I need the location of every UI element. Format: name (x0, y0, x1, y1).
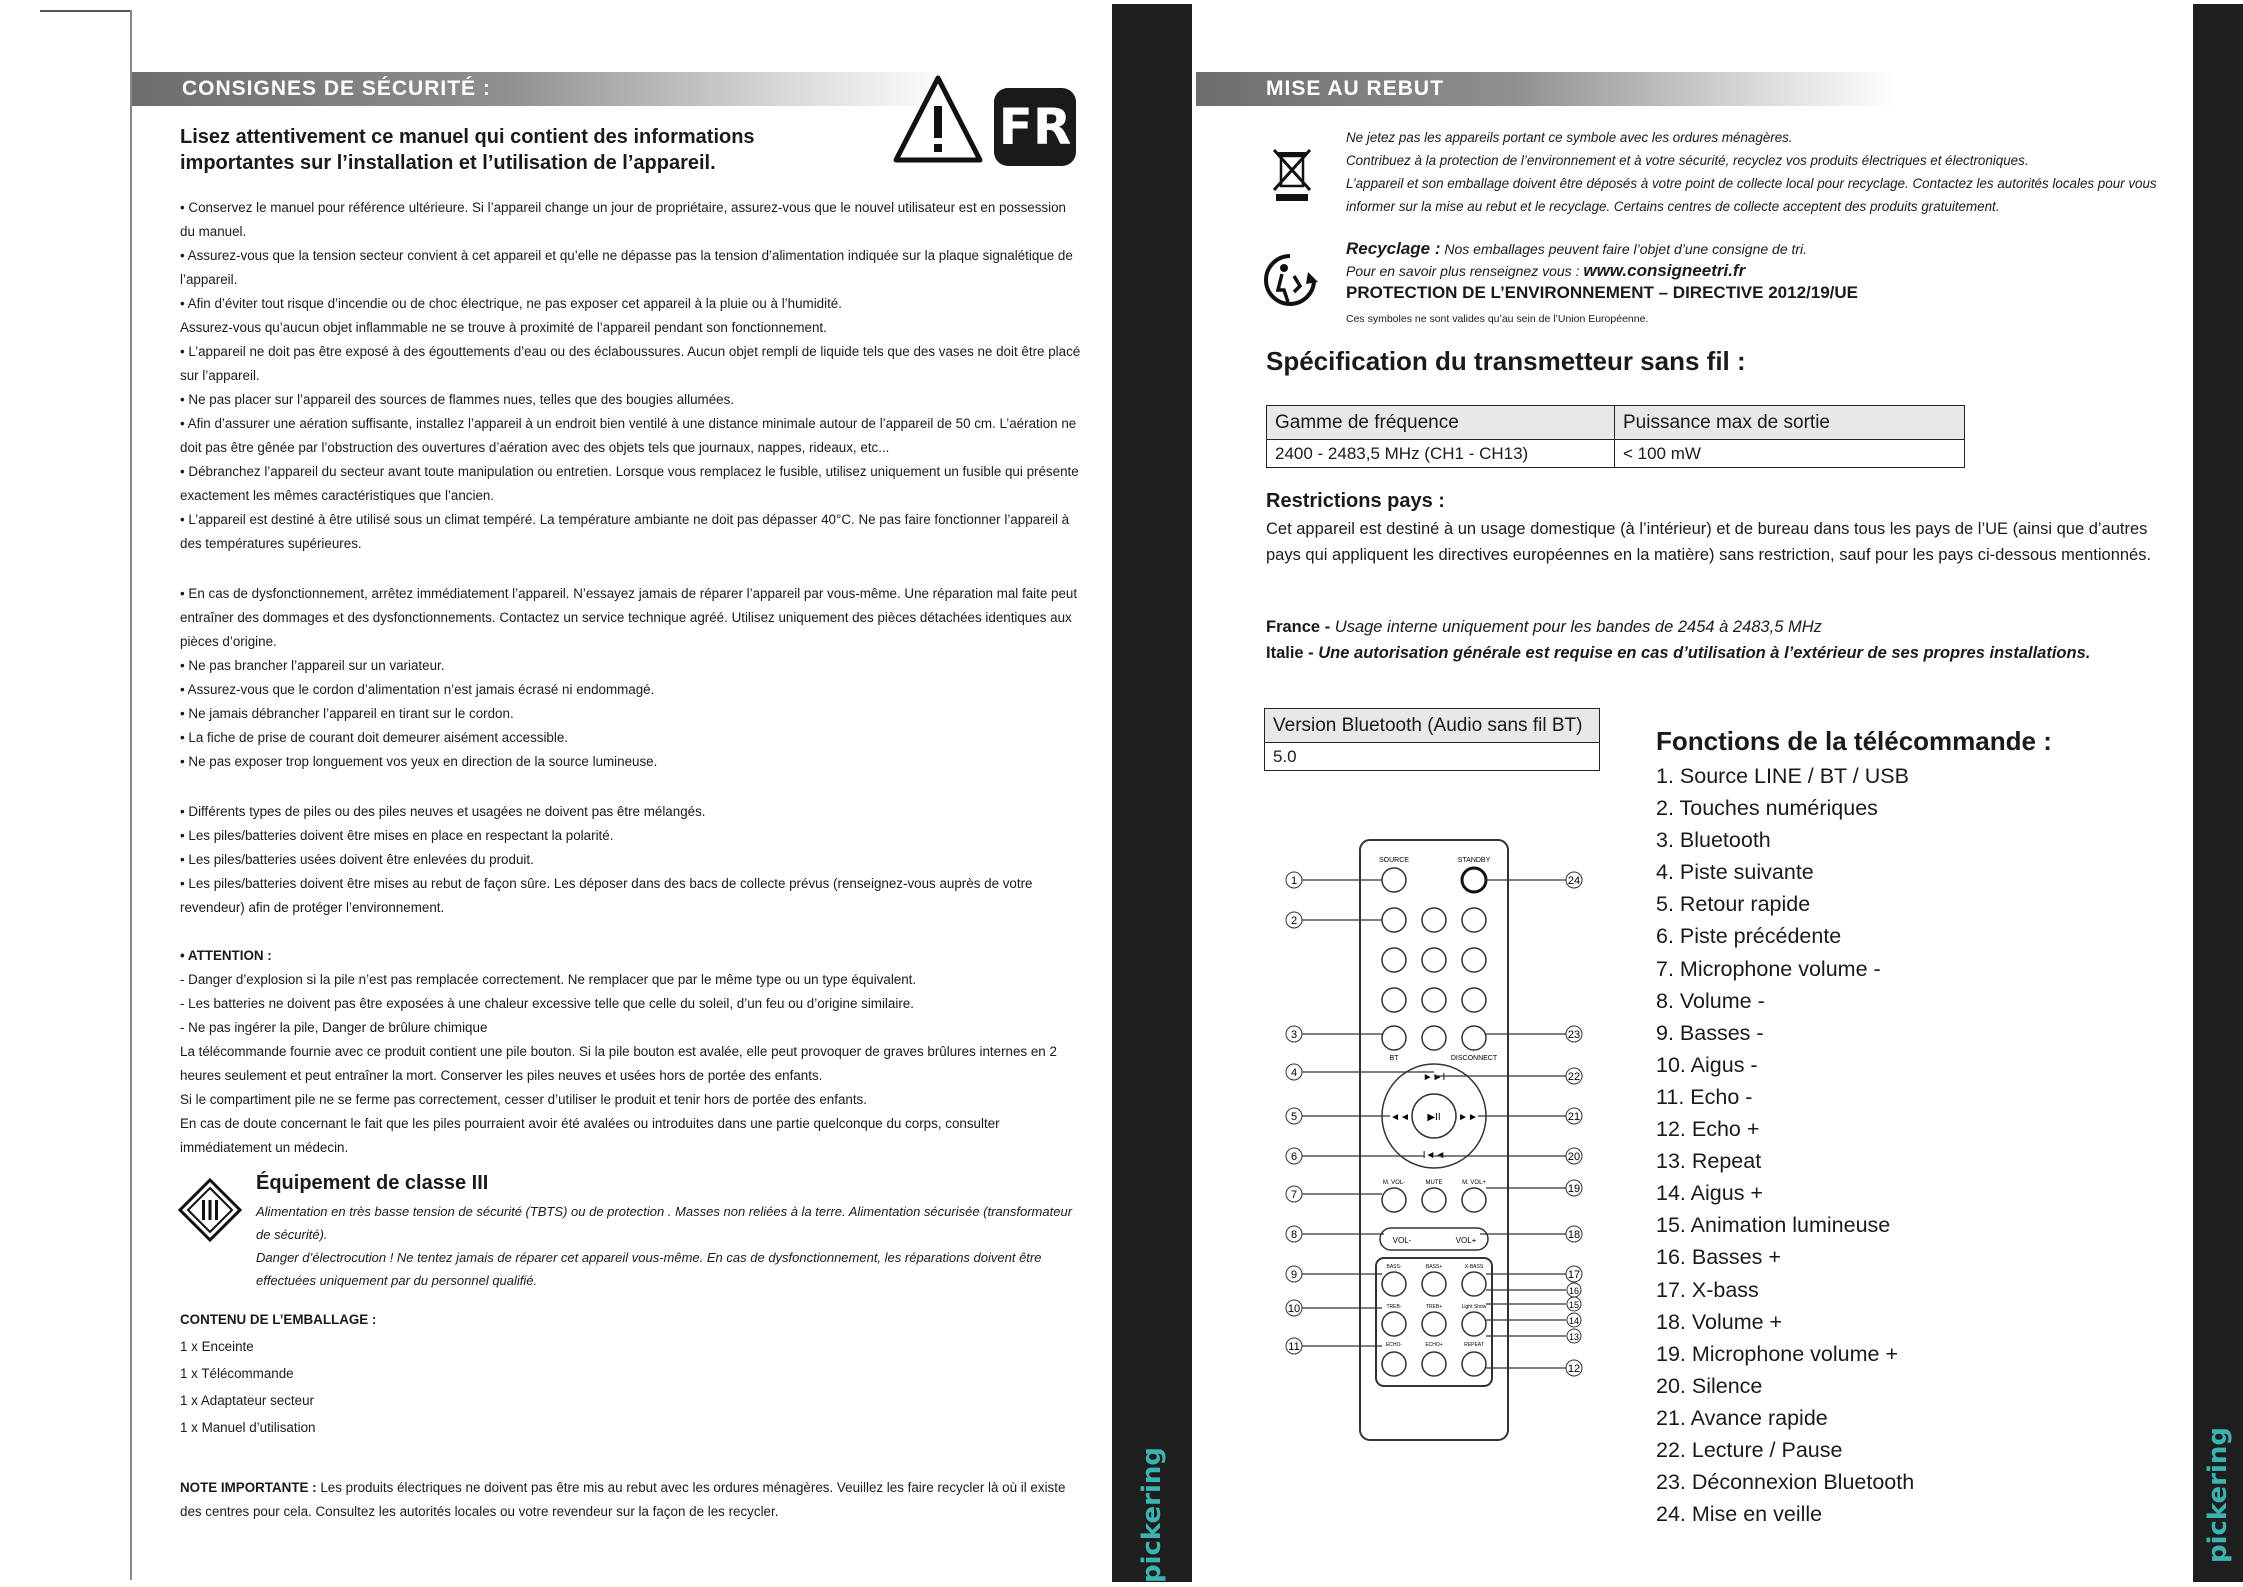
standby-button[interactable] (1462, 868, 1486, 892)
xbass-button[interactable] (1462, 1272, 1486, 1296)
light-show-button[interactable] (1462, 1312, 1486, 1336)
mic-volume-down-button[interactable] (1382, 1188, 1406, 1212)
bluetooth-version-value: 5.0 (1265, 743, 1600, 771)
safety-item: • Afin d’éviter tout risque d’incendie ou de choc électrique, ne pas exposer cet appareil à la pluie ou à l’humidité. (180, 296, 842, 311)
restrictions-title: Restrictions pays : (1266, 490, 1445, 512)
remote-label-vol-minus: VOL- (1392, 1236, 1412, 1245)
numeric-key[interactable] (1422, 948, 1446, 972)
remote-function-item: 24. Mise en veille (1656, 1502, 1823, 1527)
battery-item: • Les piles/batteries usées doivent être enlevées du produit. (180, 852, 534, 867)
safety-section-title: CONSIGNES DE SÉCURITÉ : (182, 77, 491, 100)
numeric-key[interactable] (1462, 988, 1486, 1012)
remote-label-vol-plus: VOL+ (1455, 1236, 1477, 1245)
svg-text:18: 18 (1567, 1229, 1581, 1241)
disposal-section-title: MISE AU REBUT (1266, 77, 1444, 100)
safety-item: • Assurez-vous que la tension secteur convient à cet appareil et qu’elle ne dépasse pas la tension d’alimentation indiquée sur la plaque signalétique de l’appareil. (180, 248, 1073, 287)
recycle-block (1346, 238, 2176, 330)
svg-text:24: 24 (1567, 875, 1581, 887)
svg-text:21: 21 (1567, 1111, 1581, 1123)
attention-block (180, 944, 1084, 1160)
class-iii-icon (178, 1178, 242, 1242)
svg-text:22: 22 (1567, 1071, 1581, 1083)
package-item: 1 x Adaptateur secteur (180, 1393, 314, 1408)
intro-title (180, 124, 880, 176)
remote-function-item: 21. Avance rapide (1656, 1405, 1828, 1430)
remote-label-treble-minus: TREB- (1386, 1304, 1402, 1310)
remote-function-item: 16. Basses + (1656, 1245, 1781, 1270)
repeat-button[interactable] (1462, 1352, 1486, 1376)
package-item: 1 x Télécommande (180, 1366, 294, 1381)
language-badge: FR (994, 88, 1076, 166)
remote-function-item: 23. Déconnexion Bluetooth (1656, 1470, 1915, 1495)
spec-table-header-row (1267, 406, 1965, 440)
svg-text:14: 14 (1568, 1316, 1580, 1326)
spec-table-row (1267, 440, 1965, 468)
source-button[interactable] (1382, 868, 1406, 892)
remote-label-light: Light Show (1461, 1304, 1487, 1310)
disposal-section-header (1196, 72, 1896, 106)
remote-function-item: 8. Volume - (1656, 988, 1765, 1013)
remote-label-repeat: REPEAT (1464, 1342, 1484, 1348)
svg-text:1: 1 (1290, 875, 1298, 887)
remote-label-bass-minus: BASS- (1386, 1264, 1402, 1270)
brand-logo-left: pickering (1137, 1446, 1167, 1584)
remote-function-item: 15. Animation lumineuse (1656, 1213, 1891, 1238)
svg-text:3: 3 (1290, 1029, 1298, 1041)
remote-function-item: 6. Piste précédente (1656, 924, 1842, 949)
disposal-line: L’appareil et son emballage doivent être déposés à votre point de collecte local pour recyclage. Contactez les autorités locales pour vous informer sur la mise au rebut et le recyclage. Certains centres de collecte acceptent des produits gratuitement. (1346, 176, 2157, 214)
remote-label-mvol-minus: M. VOL- (1382, 1180, 1406, 1186)
binding-strip-right (2193, 4, 2243, 1582)
remote-function-item: 17. X-bass (1656, 1277, 1759, 1302)
crossed-bin-icon (1272, 146, 1312, 204)
next-track-icon[interactable]: ►►I (1422, 1072, 1446, 1083)
svg-text:11: 11 (1288, 1341, 1300, 1353)
safety-paragraphs-a (180, 196, 1084, 556)
svg-text:15: 15 (1568, 1300, 1580, 1310)
remote-label-bt: BT (1389, 1055, 1399, 1062)
attention-item: - Ne pas ingérer la pile, Danger de brûlure chimique (180, 1020, 488, 1035)
battery-item: • Différents types de piles ou des piles neuves et usagées ne doivent pas être mélangés. (180, 804, 706, 819)
mic-volume-up-button[interactable] (1462, 1188, 1486, 1212)
remote-functions-title: Fonctions de la télécommande : (1656, 726, 2052, 756)
brand-logo-right: pickering (2203, 1426, 2233, 1564)
remote-label-disconnect: DISCONNECT (1450, 1055, 1498, 1062)
binding-strip-left (1112, 4, 1192, 1582)
svg-text:16: 16 (1568, 1286, 1580, 1296)
package-contents-title: CONTENU DE L’EMBALLAGE : (180, 1312, 377, 1327)
svg-text:2: 2 (1290, 915, 1298, 927)
bass-up-button[interactable] (1422, 1272, 1446, 1296)
disconnect-button[interactable] (1462, 1026, 1486, 1050)
remote-function-item: 11. Echo - (1656, 1084, 1753, 1109)
remote-label-bass-plus: BASS+ (1425, 1264, 1443, 1270)
svg-text:20: 20 (1567, 1151, 1581, 1163)
spec-title: Spécification du transmetteur sans fil : (1266, 346, 1746, 376)
triman-recycle-icon (1262, 252, 1318, 308)
remote-functions-list (1656, 760, 1914, 1530)
numeric-key[interactable] (1382, 988, 1406, 1012)
safety-paragraphs-b (180, 582, 1084, 774)
svg-text:7: 7 (1290, 1189, 1298, 1201)
svg-text:12: 12 (1567, 1363, 1581, 1375)
intro-line-1: Lisez attentivement ce manuel qui contient des informations (180, 126, 755, 148)
disposal-text (1346, 126, 2176, 218)
svg-text:19: 19 (1567, 1183, 1581, 1195)
safety-item: • L’appareil ne doit pas être exposé à des égouttements d’eau ou des éclaboussures. Aucun objet rempli de liquide tels que des vases ne doit être placé sur l’appareil. (180, 344, 1081, 383)
remote-function-item: 20. Silence (1656, 1373, 1763, 1398)
echo-up-button[interactable] (1422, 1352, 1446, 1376)
remote-function-item: 9. Basses - (1656, 1020, 1764, 1045)
svg-text:10: 10 (1287, 1303, 1301, 1315)
remote-label-source: SOURCE (1379, 857, 1409, 864)
safety-item: • La fiche de prise de courant doit demeurer aisément accessible. (180, 730, 569, 745)
spec-header-power: Puissance max de sortie (1615, 406, 1965, 440)
remote-label-mute: MUTE (1425, 1180, 1443, 1186)
svg-text:6: 6 (1290, 1151, 1298, 1163)
attention-item: La télécommande fournie avec ce produit contient une pile bouton. Si la pile bouton est avalée, elle peut provoquer de graves brûlures internes en 2 heures seulement et peut entraîner la mort. Conserver les piles neuves et usées hors de portée des enfants. (180, 1044, 1057, 1083)
recycle-heading: Recyclage : (1346, 239, 1441, 258)
safety-item: • Afin d’assurer une aération suffisante, installez l’appareil à un endroit bien ventilé à une distance minimale autour de l’appareil de 50 cm. L’aération ne doit pas être gênée par l’obstruction des ouvertures d’aération avec des objets tels que journaux, nappes, rideaux, etc... (180, 416, 1077, 455)
battery-item: • Les piles/batteries doivent être mises au rebut de façon sûre. Les déposer dans des bacs de collecte prévus (renseignez-vous auprès de votre revendeur) afin de protéger l’environnement. (180, 876, 1033, 915)
mute-button[interactable] (1422, 1188, 1446, 1212)
numeric-key[interactable] (1462, 948, 1486, 972)
safety-item: • Ne pas exposer trop longuement vos yeux en direction de la source lumineuse. (180, 754, 658, 769)
italy-text: Une autorisation générale est requise en cas d’utilisation à l’extérieur de ses propres installations. (1318, 644, 2091, 662)
remote-label-echo-plus: ECHO+ (1425, 1342, 1443, 1348)
svg-text:23: 23 (1567, 1029, 1581, 1041)
safety-item: • Ne jamais débrancher l’appareil en tirant sur le cordon. (180, 706, 514, 721)
france-label: France - (1266, 618, 1335, 636)
spec-value-power: < 100 mW (1615, 440, 1965, 468)
disposal-line: Contribuez à la protection de l’environnement et à votre sécurité, recyclez vos produits électriques et électroniques. (1346, 153, 2029, 168)
package-item: 1 x Enceinte (180, 1339, 254, 1354)
rewind-icon[interactable]: ◄◄ (1390, 1112, 1410, 1123)
remote-function-item: 10. Aigus - (1656, 1052, 1758, 1077)
remote-function-item: 2. Touches numériques (1656, 796, 1878, 821)
safety-item: • Ne pas brancher l’appareil sur un variateur. (180, 658, 445, 673)
bluetooth-table-header: Version Bluetooth (Audio sans fil BT) (1265, 709, 1600, 743)
intro-line-2: importantes sur l’installation et l’utilisation de l’appareil. (180, 152, 716, 174)
remote-function-item: 18. Volume + (1656, 1309, 1783, 1334)
svg-text:13: 13 (1568, 1332, 1580, 1342)
svg-text:8: 8 (1290, 1229, 1298, 1241)
remote-label-xbass: X-BASS (1464, 1264, 1484, 1270)
class-iii-line: Alimentation en très basse tension de sécurité (TBTS) ou de protection . Masses non reliées à la terre. Alimentation sécurisée (transformateur de sécurité). (256, 1204, 1073, 1242)
numeric-key[interactable] (1422, 988, 1446, 1012)
remote-label-treble-plus: TREB+ (1425, 1304, 1443, 1310)
attention-title: • ATTENTION : (180, 948, 272, 963)
remote-function-item: 14. Aigus + (1656, 1181, 1763, 1206)
class-iii-line: Danger d’électrocution ! Ne tentez jamais de réparer cet appareil vous-même. En cas de dysfonctionnement, les réparations doivent être effectuées uniquement par du personnel qualifié. (256, 1250, 1042, 1288)
spec-table (1266, 405, 1965, 468)
safety-item: Assurez-vous qu’aucun objet inflammable ne se trouve à proximité de l’appareil pendant son fonctionnement. (180, 320, 827, 335)
class-iii-title: Équipement de classe III (256, 1172, 489, 1194)
remote-function-item: 13. Repeat (1656, 1149, 1762, 1174)
package-contents (180, 1306, 376, 1441)
recycle-url[interactable]: www.consigneetri.fr (1583, 261, 1746, 280)
bass-down-button[interactable] (1382, 1272, 1406, 1296)
france-text: Usage interne uniquement pour les bandes de 2454 à 2483,5 MHz (1334, 618, 1822, 636)
remote-function-item: 19. Microphone volume + (1656, 1341, 1899, 1366)
remote-function-item: 7. Microphone volume - (1656, 956, 1881, 981)
attention-item: Si le compartiment pile ne se ferme pas correctement, cesser d’utiliser le produit et tenir hors de portée des enfants. (180, 1092, 867, 1107)
numeric-key[interactable] (1422, 908, 1446, 932)
remote-function-item: 1. Source LINE / BT / USB (1656, 764, 1909, 788)
safety-item: • L’appareil est destiné à être utilisé sous un climat tempéré. La température ambiante ne doit pas dépasser 40°C. Ne pas faire fonctionner l’appareil à des températures supérieures. (180, 512, 1070, 551)
numeric-key[interactable] (1422, 1026, 1446, 1050)
safety-item: • Assurez-vous que le cordon d’alimentation n’est jamais écrasé ni endommagé. (180, 682, 655, 697)
numeric-key[interactable] (1382, 908, 1406, 932)
attention-item: En cas de doute concernant le fait que les piles pourraient avoir été avalées ou introduites dans une partie quelconque du corps, consulter immédiatement un médecin. (180, 1116, 1000, 1155)
crop-mark-vertical (130, 10, 132, 1580)
remote-label-echo-minus: ECHO- (1385, 1342, 1403, 1348)
play-pause-icon: ▶II (1427, 1112, 1441, 1123)
safety-item: • Conservez le manuel pour référence ultérieure. Si l’appareil change un jour de propriétaire, assurez-vous que le nouvel utilisateur est en possession du manuel. (180, 200, 1066, 239)
svg-text:5: 5 (1290, 1111, 1298, 1123)
recycle-info: Pour en savoir plus renseignez vous : (1346, 263, 1584, 279)
directive-text: PROTECTION DE L’ENVIRONNEMENT – DIRECTIVE 2012/19/UE (1346, 283, 1859, 302)
treble-down-button[interactable] (1382, 1312, 1406, 1336)
safety-item: • Débranchez l’appareil du secteur avant toute manipulation ou entretien. Lorsque vous remplacez le fusible, utilisez uniquement un fusible qui présente exactement les mêmes caractéristiques que l’ancien. (180, 464, 1079, 503)
recycle-heading-text: Nos emballages peuvent faire l’objet d’une consigne de tri. (1440, 241, 1808, 257)
remote-function-item: 4. Piste suivante (1656, 860, 1814, 885)
numeric-key[interactable] (1382, 948, 1406, 972)
fast-forward-icon[interactable]: ►► (1458, 1112, 1478, 1123)
remote-label-mvol-plus: M. VOL+ (1462, 1180, 1486, 1186)
country-restrictions (1266, 614, 2166, 666)
important-note-label: NOTE IMPORTANTE : (180, 1480, 317, 1495)
remote-label-standby: STANDBY (1457, 857, 1491, 864)
symbols-note: Ces symboles ne sont valides qu’au sein de l’Union Européenne. (1346, 313, 1649, 325)
bt-button[interactable] (1382, 1026, 1406, 1050)
svg-text:4: 4 (1290, 1067, 1298, 1079)
safety-section-header (132, 72, 952, 106)
echo-down-button[interactable] (1382, 1352, 1406, 1376)
restrictions-text: Cet appareil est destiné à un usage domestique (à l’intérieur) et de bureau dans tous les pays de l’UE (ainsi que d’autres pays qui appliquent les directives européennes en la matière) sans restriction, sauf pour les pays ci-dessous mentionnés. (1266, 520, 2152, 564)
safety-item: • Ne pas placer sur l’appareil des sources de flammes nues, telles que des bougies allumées. (180, 392, 734, 407)
treble-up-button[interactable] (1422, 1312, 1446, 1336)
disposal-line: Ne jetez pas les appareils portant ce symbole avec les ordures ménagères. (1346, 130, 1793, 145)
battery-item: • Les piles/batteries doivent être mises en place en respectant la polarité. (180, 828, 614, 843)
spec-header-frequency: Gamme de fréquence (1267, 406, 1615, 440)
remote-function-item: 5. Retour rapide (1656, 892, 1811, 917)
remote-function-item: 3. Bluetooth (1656, 828, 1771, 853)
crop-mark (40, 10, 130, 12)
italy-label: Italie - (1266, 644, 1319, 662)
package-item: 1 x Manuel d’utilisation (180, 1420, 316, 1435)
important-note (180, 1476, 1084, 1524)
remote-function-item: 12. Echo + (1656, 1117, 1760, 1142)
battery-paragraphs (180, 800, 1084, 920)
safety-item: • En cas de dysfonctionnement, arrêtez immédiatement l’appareil. N’essayez jamais de réparer l’appareil par vous-même. Une réparation mal faite peut entraîner des dommages et des dysfonctionnements. Contactez un service technique agréé. Utilisez uniquement des pièces détachées identiques aux pièces d’origine. (180, 586, 1078, 649)
remote-control-diagram (1284, 838, 1584, 1448)
class-iii-text (256, 1200, 1086, 1292)
bluetooth-table (1264, 708, 1600, 771)
svg-text:17: 17 (1567, 1269, 1581, 1281)
prev-track-icon[interactable]: I◄◄ (1422, 1150, 1446, 1161)
remote-function-item: 22. Lecture / Pause (1656, 1437, 1843, 1462)
svg-text:9: 9 (1290, 1269, 1298, 1281)
spec-value-frequency: 2400 - 2483,5 MHz (CH1 - CH13) (1267, 440, 1615, 468)
numeric-key[interactable] (1462, 908, 1486, 932)
attention-item: - Les batteries ne doivent pas être exposées à une chaleur excessive telle que celle du soleil, d’un feu ou d’origine similaire. (180, 996, 914, 1011)
attention-item: - Danger d’explosion si la pile n’est pas remplacée correctement. Ne remplacer que par le même type ou un type équivalent. (180, 972, 917, 987)
important-note-text: Les produits électriques ne doivent pas être mis au rebut avec les ordures ménagères. Veuillez les faire recycler là où il existe des centres pour cela. Consultez les autorités locales ou votre revendeur sur la façon de les recycler. (180, 1480, 1066, 1519)
warning-triangle-icon (892, 74, 984, 166)
